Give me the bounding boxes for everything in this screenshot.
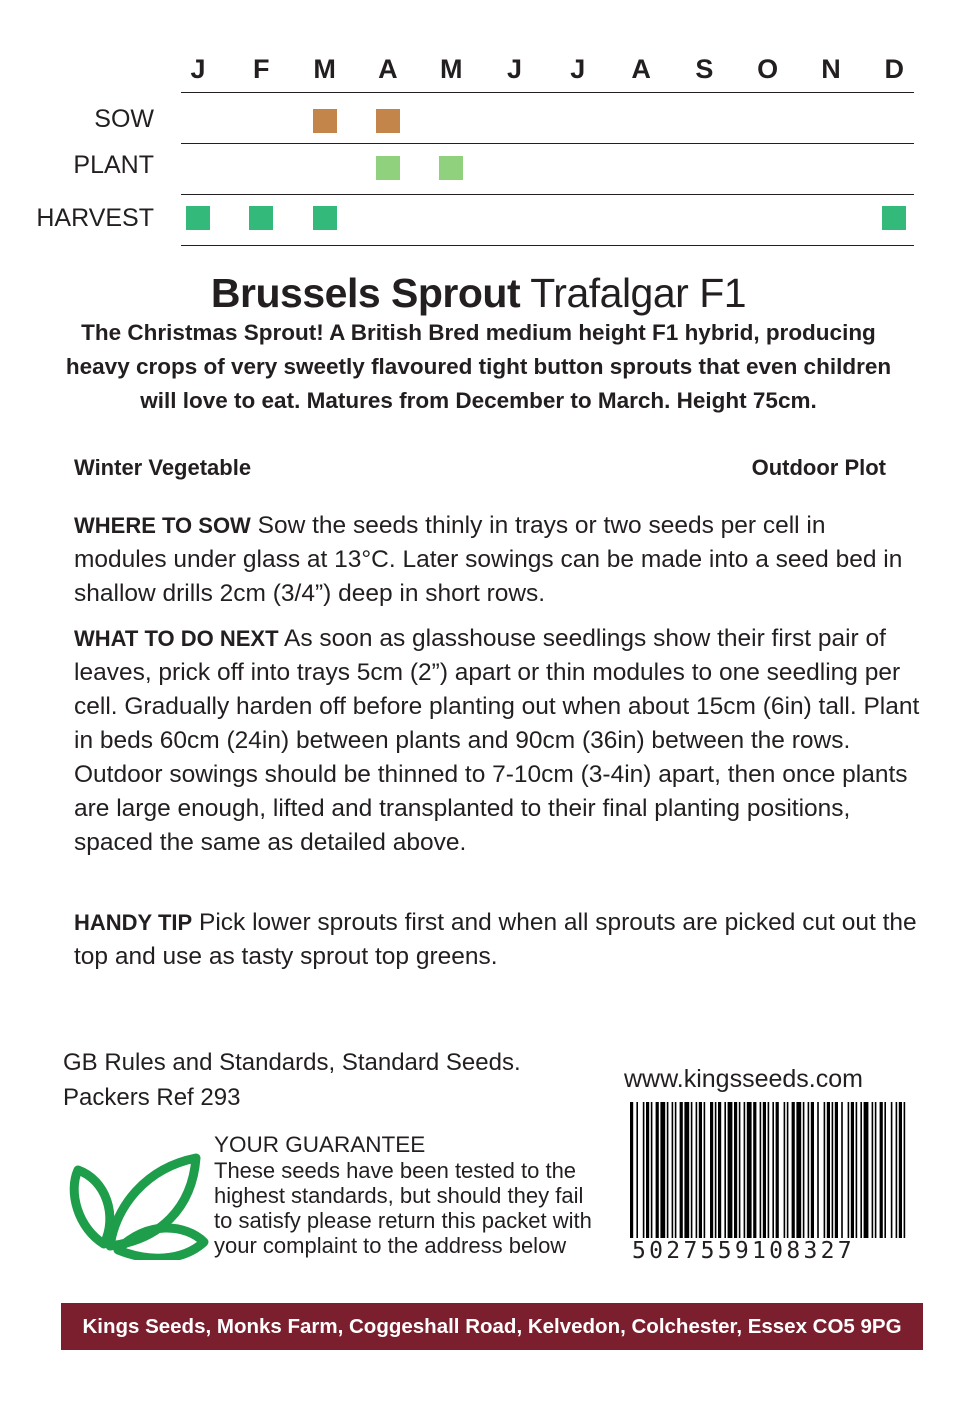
barcode-bar bbox=[724, 1102, 726, 1238]
month-label: A bbox=[631, 54, 651, 84]
barcode-bar bbox=[899, 1102, 902, 1238]
section-text-continued: Outdoor sowings should be thinned to 7-10cm (3-4in) apart, then once plants are large enough, lifted and transplanted to their final planting positions, spaced the same as detailed above. bbox=[74, 761, 908, 856]
barcode-bar bbox=[704, 1102, 706, 1238]
barcode-bar bbox=[904, 1102, 906, 1238]
barcode-number: 5027559108327 bbox=[632, 1238, 855, 1264]
section-where-to-sow bbox=[74, 509, 922, 611]
tag-season: Winter Vegetable bbox=[74, 455, 252, 480]
barcode-bar bbox=[718, 1102, 721, 1238]
barcode-bar bbox=[684, 1102, 689, 1238]
barcode-bar bbox=[808, 1102, 810, 1238]
barcode-bar bbox=[734, 1102, 737, 1238]
barcode-bar bbox=[784, 1102, 786, 1238]
barcode-bar bbox=[776, 1102, 779, 1238]
product-title bbox=[0, 268, 957, 318]
barcode-bar bbox=[860, 1102, 862, 1238]
leaf-left-shape bbox=[74, 1170, 110, 1244]
website-link[interactable]: www.kingsseeds.com bbox=[624, 1065, 863, 1093]
barcode-bar bbox=[739, 1102, 741, 1238]
calendar-cell-plant bbox=[376, 156, 400, 180]
section-handy-tip bbox=[74, 906, 922, 974]
month-label: J bbox=[190, 54, 206, 84]
barcode-bar bbox=[660, 1102, 665, 1238]
row-label-harvest: HARVEST bbox=[36, 204, 154, 232]
packers-ref: Packers Ref 293 bbox=[63, 1084, 241, 1111]
month-label: J bbox=[570, 54, 586, 84]
guarantee-text: These seeds have been tested to the highest standards, but should they fail to satisfy please return this packet with your complaint to the address below bbox=[214, 1158, 592, 1258]
month-label: M bbox=[439, 54, 463, 84]
barcode-bar bbox=[699, 1102, 702, 1238]
barcode-bar bbox=[891, 1102, 893, 1238]
barcode-bar bbox=[787, 1102, 789, 1238]
barcode-bar bbox=[763, 1102, 766, 1238]
standards-line: GB Rules and Standards, Standard Seeds. bbox=[63, 1049, 521, 1076]
barcode-bar bbox=[856, 1102, 858, 1238]
barcode-bar bbox=[875, 1102, 877, 1238]
barcode-bar bbox=[646, 1102, 649, 1238]
calendar-cell-harvest bbox=[186, 206, 210, 230]
calendar-rule bbox=[181, 92, 914, 93]
section-text: Sow the seeds thinly in trays or two seeds per cell in modules under glass at 13°C. Later sowings can be made into a seed bed in shallow drills 2cm (3/4”) deep in short rows. bbox=[74, 512, 903, 607]
barcode-bar bbox=[884, 1102, 886, 1238]
barcode-bar bbox=[715, 1102, 717, 1238]
barcode-bar bbox=[872, 1102, 874, 1238]
barcode-bar bbox=[851, 1102, 854, 1238]
calendar-cell-sow bbox=[313, 109, 337, 133]
barcode-bar bbox=[896, 1102, 898, 1238]
barcode-bar bbox=[824, 1102, 826, 1238]
barcode-bar bbox=[760, 1102, 762, 1238]
section-heading: WHAT TO DO NEXT bbox=[74, 626, 279, 651]
barcode-bar bbox=[832, 1102, 834, 1238]
barcode-bar bbox=[864, 1102, 869, 1238]
month-label: S bbox=[695, 54, 714, 84]
barcode-bar bbox=[772, 1102, 774, 1238]
calendar-cell-sow bbox=[376, 109, 400, 133]
barcode-bar bbox=[672, 1102, 674, 1238]
barcode-bar bbox=[796, 1102, 801, 1238]
barcode-bar bbox=[841, 1102, 843, 1238]
barcode bbox=[628, 1102, 910, 1238]
barcode-bar bbox=[811, 1102, 814, 1238]
month-label: J bbox=[506, 54, 523, 84]
barcode-bar bbox=[848, 1102, 850, 1238]
section-what-to-do-next bbox=[74, 622, 922, 860]
barcode-bar bbox=[651, 1102, 653, 1238]
barcode-bar bbox=[675, 1102, 677, 1238]
barcode-bar bbox=[680, 1102, 683, 1238]
barcode-bar bbox=[636, 1102, 638, 1238]
barcode-bar bbox=[747, 1102, 752, 1238]
barcode-bar bbox=[710, 1102, 713, 1238]
leaf-logo-icon bbox=[60, 1150, 210, 1260]
month-label: A bbox=[378, 54, 398, 84]
barcode-bar bbox=[728, 1102, 733, 1238]
calendar-cell-harvest bbox=[249, 206, 273, 230]
barcode-bar bbox=[744, 1102, 746, 1238]
intro-description: The Christmas Sprout! A British Bred medium height F1 hybrid, producing heavy crops of very sweetly flavoured tight button sprouts that even children will love to eat. Matures from December to March. Height 75cm. bbox=[65, 320, 892, 413]
guarantee-title: YOUR GUARANTEE bbox=[214, 1132, 426, 1157]
month-label: D bbox=[884, 54, 905, 84]
row-label-sow: SOW bbox=[94, 105, 154, 133]
barcode-bar bbox=[803, 1102, 805, 1238]
tag-location: Outdoor Plot bbox=[751, 455, 886, 480]
barcode-bar bbox=[792, 1102, 795, 1238]
barcode-bar bbox=[691, 1102, 693, 1238]
calendar-cell-harvest bbox=[313, 206, 337, 230]
month-label: O bbox=[757, 54, 779, 84]
section-heading: HANDY TIP bbox=[74, 910, 193, 935]
barcode-bar bbox=[667, 1102, 669, 1238]
barcode-bar bbox=[827, 1102, 830, 1238]
month-label: F bbox=[253, 54, 270, 84]
standards-note bbox=[63, 1045, 521, 1115]
variety-name: Trafalgar F1 bbox=[530, 270, 747, 316]
leaf-bottom-shape bbox=[118, 1228, 204, 1258]
row-label-plant: PLANT bbox=[73, 151, 154, 179]
month-label: M bbox=[313, 54, 336, 84]
barcode-bar bbox=[656, 1102, 659, 1238]
section-text: Pick lower sprouts first and when all sprouts are picked cut out the top and use as tasty sprout top greens. bbox=[74, 909, 917, 970]
month-label: N bbox=[821, 54, 841, 84]
barcode-bar bbox=[630, 1102, 633, 1238]
barcode-bar bbox=[880, 1102, 883, 1238]
calendar-rule bbox=[181, 194, 914, 195]
product-name: Brussels Sprout bbox=[210, 270, 521, 316]
barcode-bar bbox=[696, 1102, 698, 1238]
calendar-rule bbox=[181, 143, 914, 144]
section-heading: WHERE TO SOW bbox=[74, 513, 251, 538]
calendar-rule bbox=[181, 245, 914, 246]
barcode-bar bbox=[768, 1102, 770, 1238]
barcode-bar bbox=[753, 1102, 756, 1238]
barcode-bar bbox=[643, 1102, 645, 1238]
barcode-bar bbox=[817, 1102, 819, 1238]
section-text: As soon as glasshouse seedlings show their first pair of leaves, prick off into trays 5cm (2”) apart or thin modules to one seedling per cell. Gradually harden off before planting out when about 15cm (6in) tall. Plant in beds 60cm (24in) between plants and 90cm (36in) between the rows. bbox=[74, 625, 920, 754]
address-bar: Kings Seeds, Monks Farm, Coggeshall Road, Kelvedon, Colchester, Essex CO5 9PG bbox=[61, 1303, 923, 1350]
calendar-cell-plant bbox=[439, 156, 463, 180]
calendar-cell-harvest bbox=[882, 206, 906, 230]
barcode-bar bbox=[835, 1102, 838, 1238]
